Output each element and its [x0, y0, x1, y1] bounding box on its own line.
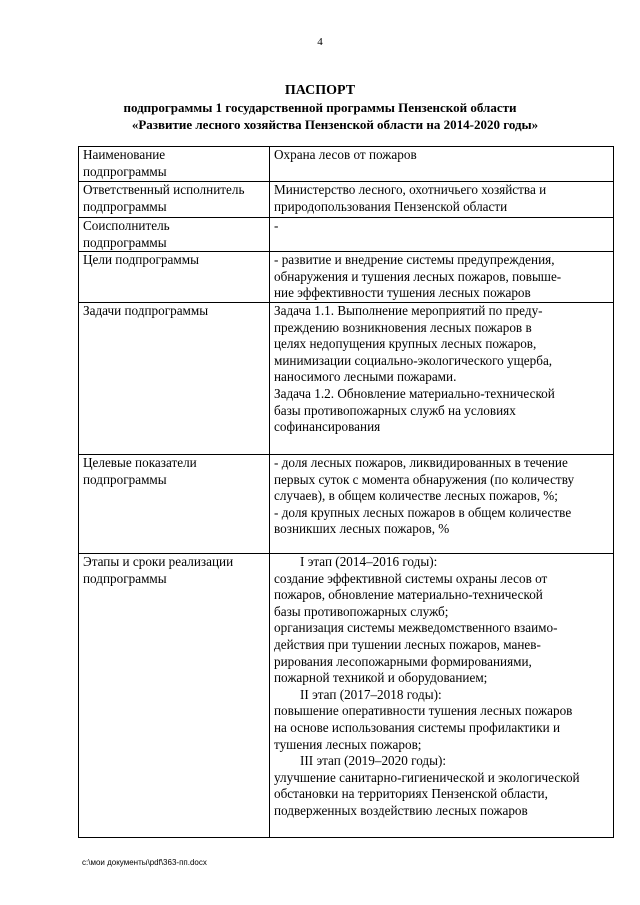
row-value-text: обстановки на территориях Пензенской области,: [274, 786, 548, 802]
row-label-text: подпрограммы: [83, 471, 167, 487]
row-value-cell: [270, 182, 614, 218]
row-value-text: пожарной техникой и оборудованием;: [274, 670, 488, 686]
row-label-text: Целевые показатели: [83, 454, 197, 470]
row-value-text: создание эффективной системы охраны лесов от: [274, 570, 548, 586]
row-value-text: тушения лесных пожаров;: [274, 736, 422, 752]
row-value-text: случаев), в общем количестве лесных пожаров, %;: [274, 488, 558, 504]
row-label-cell: [79, 302, 270, 454]
row-value-text: - доля лесных пожаров, ликвидированных в течение: [274, 454, 568, 470]
row-value-text: наносимого лесными пожарами.: [274, 369, 457, 385]
row-value-text: Задача 1.1. Выполнение мероприятий по преду-: [274, 302, 543, 318]
row-label-text: подпрограммы: [83, 163, 167, 179]
row-value-text: минимизации социально-экологического ущерба,: [274, 352, 553, 368]
table-row: [79, 147, 614, 182]
row-value-text: Охрана лесов от пожаров: [274, 147, 417, 162]
row-label-text: Ответственный исполнитель: [83, 182, 245, 197]
row-value-text: Задача 1.2. Обновление материально-технической: [274, 385, 555, 401]
passport-table: [78, 146, 614, 838]
row-label-cell: [79, 218, 270, 252]
row-value-text: подверженных воздействию лесных пожаров: [274, 802, 528, 818]
row-value-text: базы противопожарных служб;: [274, 603, 449, 619]
row-label-text: Наименование: [83, 147, 166, 162]
row-value-text: - доля крупных лесных пожаров в общем количестве: [274, 504, 572, 520]
row-label-cell: [79, 454, 270, 553]
row-value-text: - развитие и внедрение системы предупреждения,: [274, 252, 555, 268]
stage-heading: I этап (2014–2016 годы):: [300, 553, 438, 569]
row-value-text: ние эффективности тушения лесных пожаров: [274, 285, 531, 301]
table-row: [79, 553, 614, 837]
row-value-cell: [270, 553, 614, 837]
row-label-text: Соисполнитель: [83, 218, 170, 233]
row-value-text: обнаружения и тушения лесных пожаров, повыше-: [274, 268, 562, 284]
table-row: [79, 454, 614, 553]
table-row: [79, 182, 614, 218]
row-value-text: повышение оперативности тушения лесных пожаров: [274, 703, 573, 719]
row-label-text: Цели подпрограммы: [83, 252, 199, 268]
row-label-text: Задачи подпрограммы: [83, 302, 209, 318]
row-value-text: на основе использования системы профилактики и: [274, 719, 561, 735]
row-value-text: улучшение санитарно-гигиенической и экологической: [274, 769, 580, 785]
row-label-text: подпрограммы: [83, 234, 167, 250]
row-label-cell: [79, 252, 270, 303]
file-path-footer: c:\мои документы\pdf\363-пп.docx: [82, 858, 207, 867]
row-value-text: базы противопожарных служб на условиях: [274, 402, 516, 418]
row-value-cell: [270, 454, 614, 553]
row-value-cell: [270, 218, 614, 252]
document-subtitle-line1: подпрограммы 1 государственной программы Пензенской области: [123, 100, 517, 115]
row-value-text: пожаров, обновление материально-технической: [274, 587, 543, 603]
table-row: [79, 252, 614, 303]
row-value-cell: [270, 252, 614, 303]
row-label-cell: [79, 182, 270, 218]
row-value-text: природопользования Пензенской области: [274, 198, 508, 214]
document-subtitle-line2: «Развитие лесного хозяйства Пензенской области на 2014-2020 годы»: [131, 117, 539, 132]
row-value-text: преждению возникновения лесных пожаров в: [274, 319, 532, 335]
table-row: [79, 302, 614, 454]
row-value-text: организация системы межведомственного взаимо-: [274, 620, 558, 636]
row-label-cell: [79, 553, 270, 837]
row-value-text: целях недопущения крупных лесных пожаров,: [274, 336, 537, 352]
row-label-text: подпрограммы: [83, 570, 167, 586]
row-value-text: софинансирования: [274, 419, 381, 435]
row-value-cell: [270, 147, 614, 182]
document-title: ПАСПОРТ: [284, 83, 356, 98]
row-label-text: подпрограммы: [83, 198, 167, 214]
table-row: [79, 218, 614, 252]
row-label-text: Этапы и сроки реализации: [83, 553, 234, 569]
row-value-text: Министерство лесного, охотничьего хозяйства и: [274, 182, 547, 197]
row-value-text: возникших лесных пожаров, %: [274, 521, 450, 537]
row-label-cell: [79, 147, 270, 182]
row-value-text: рирования лесопожарными формированиями,: [274, 653, 532, 669]
stage-heading: III этап (2019–2020 годы):: [300, 753, 447, 769]
row-value-text: первых суток с момента обнаружения (по количеству: [274, 471, 575, 487]
page-number: 4: [317, 36, 323, 48]
row-value-text: -: [274, 218, 279, 233]
row-value-cell: [270, 302, 614, 454]
row-value-text: действия при тушении лесных пожаров, манев-: [274, 636, 541, 652]
stage-heading: II этап (2017–2018 годы):: [300, 686, 442, 702]
